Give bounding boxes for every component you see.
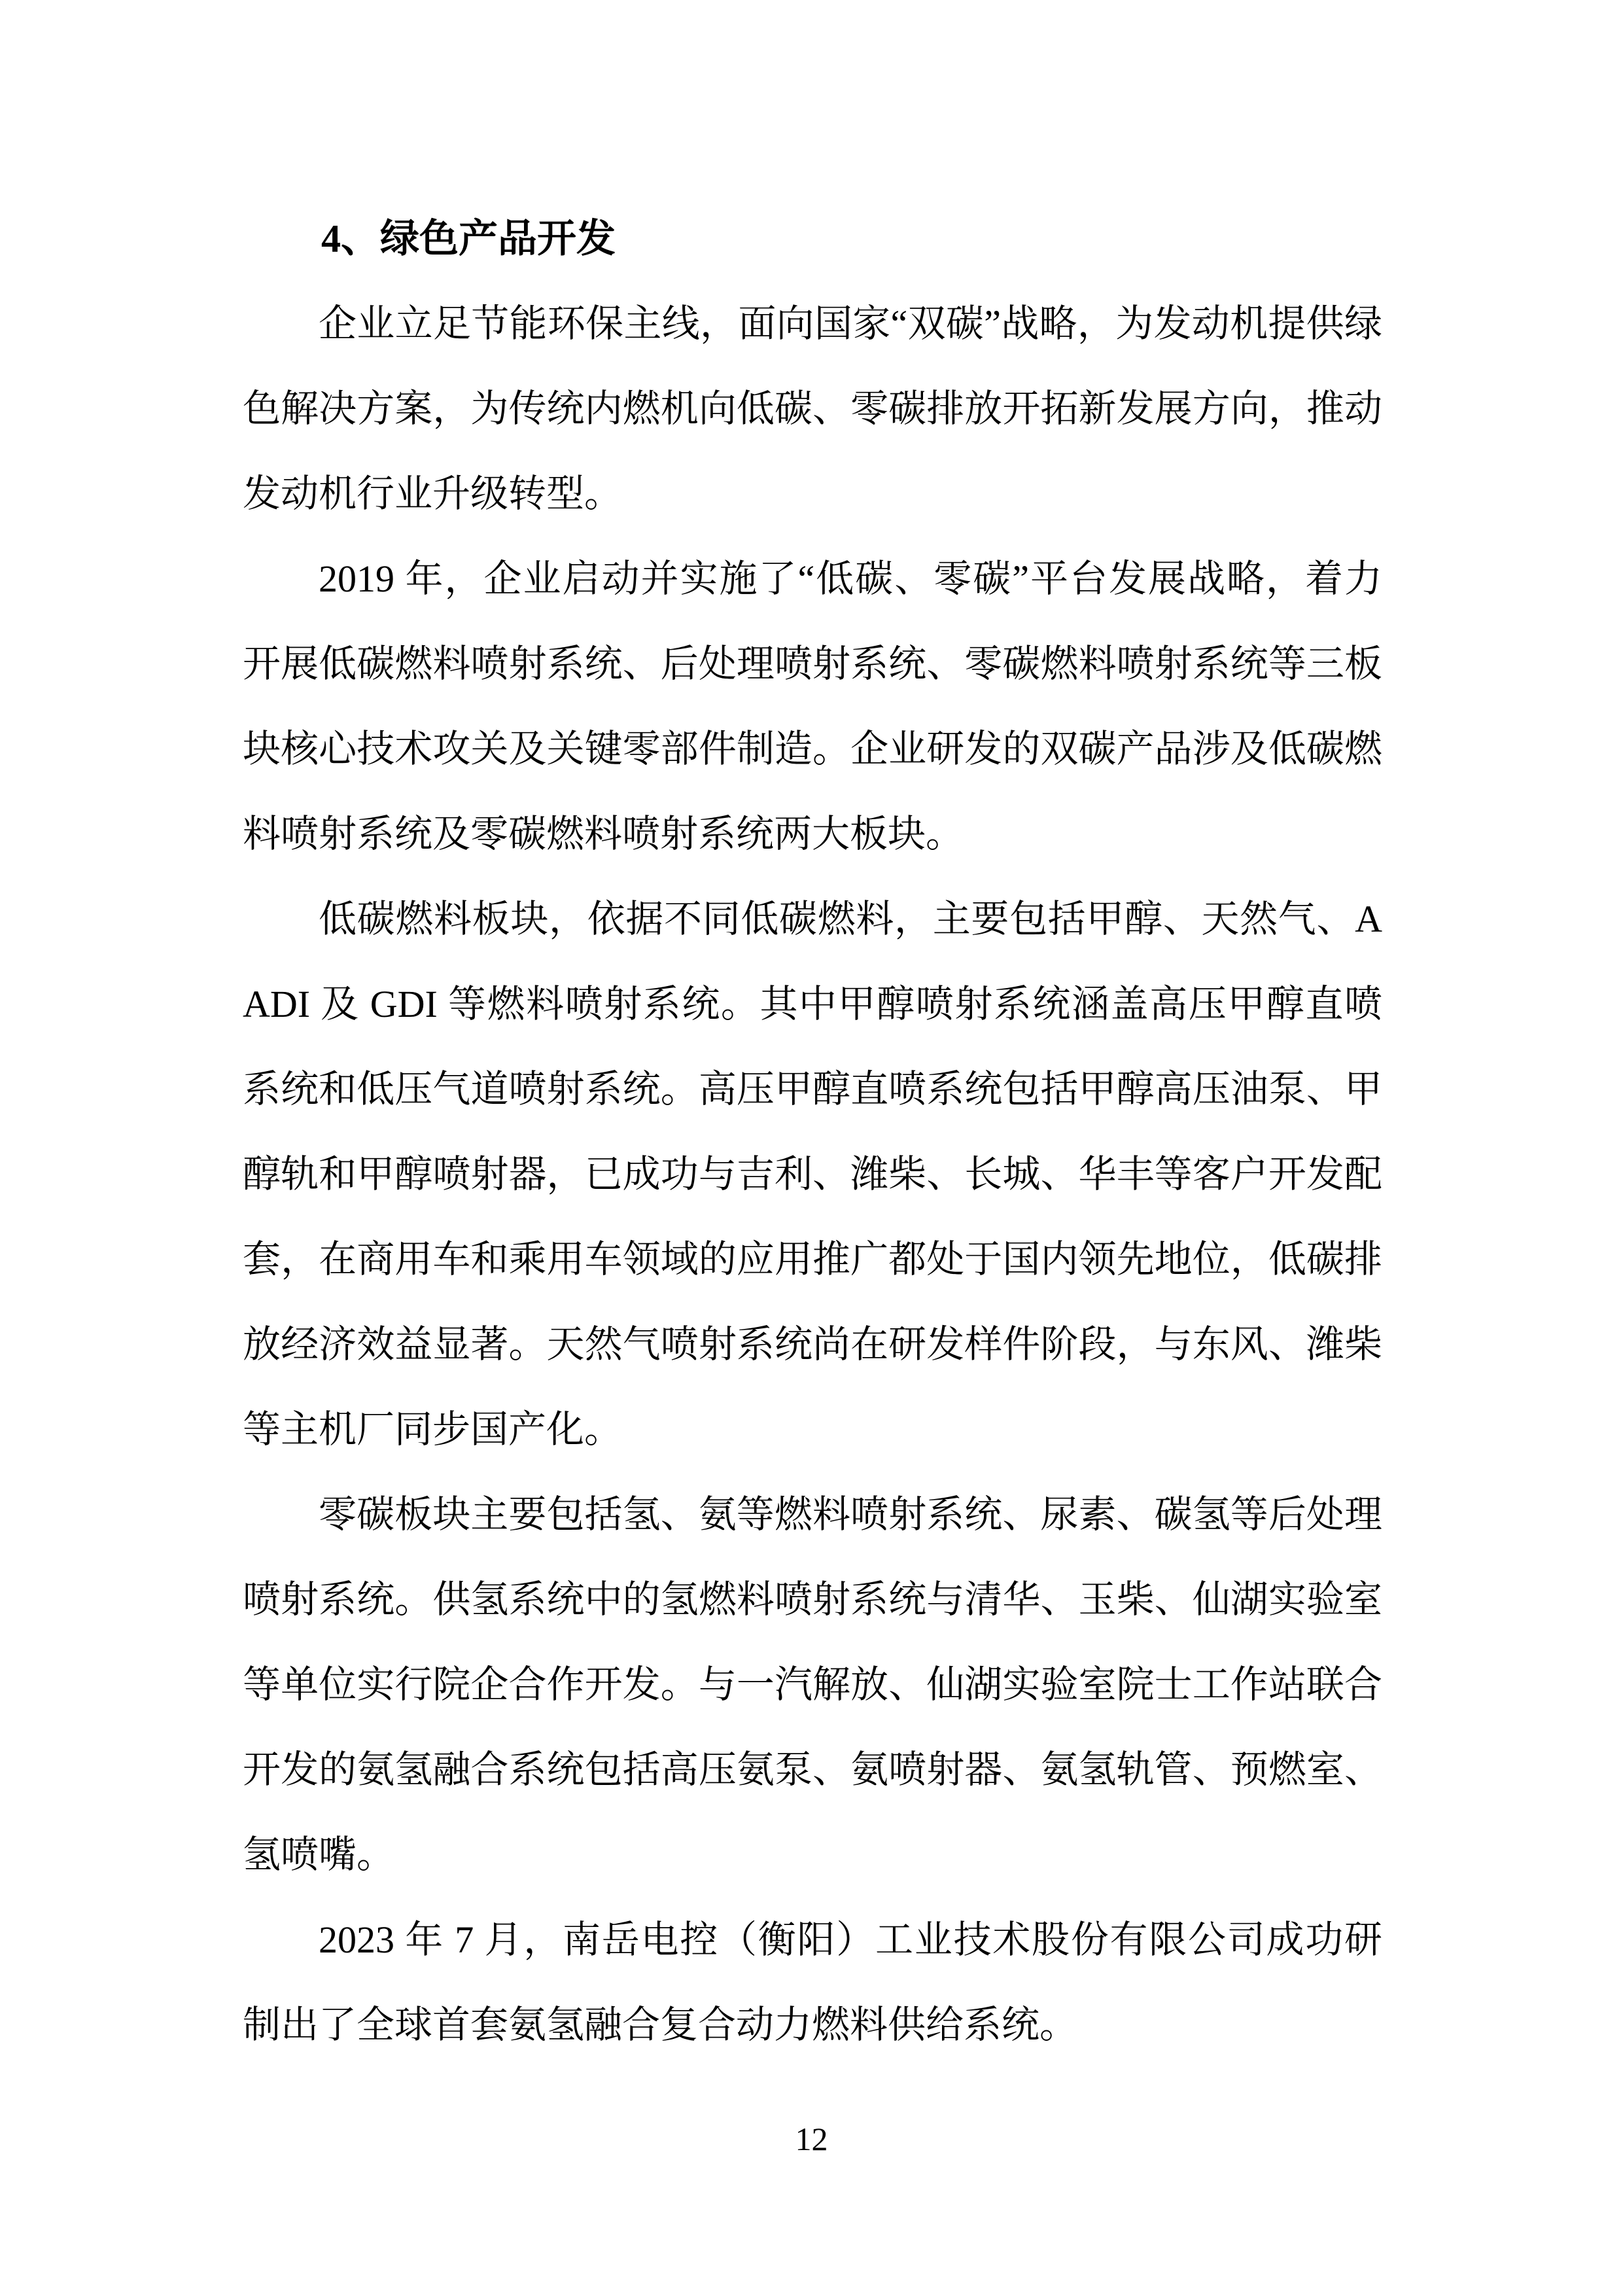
paragraph-5: 2023 年 7 月，南岳电控（衡阳）工业技术股份有限公司成功研制出了全球首套氨氢融合复合动力燃料供给系统。	[243, 1918, 1382, 2046]
paragraph-3: 低碳燃料板块，依据不同低碳燃料，主要包括甲醇、天然气、AADI 及 GDI 等燃料喷射系统。其中甲醇喷射系统涵盖高压甲醇直喷系统和低压气道喷射系统。高压甲醇直喷系统包括甲醇高压油泵、甲醇轨和甲醇喷射器，已成功与吉利、潍柴、长城、华丰等客户开发配套，在商用车和乘用车领域的应用推广都处于国内领先地位，低碳排放经济效益显著。天然气喷射系统尚在研发样件阶段，与东风、潍柴等主机厂同步国产化。	[243, 898, 1382, 1451]
section-heading: 4、绿色产品开发	[321, 217, 616, 260]
document-body	[243, 196, 1382, 2068]
paragraph-4: 零碳板块主要包括氢、氨等燃料喷射系统、尿素、碳氢等后处理喷射系统。供氢系统中的氢燃料喷射系统与清华、玉柴、仙湖实验室等单位实行院企合作开发。与一汽解放、仙湖实验室院士工作站联合开发的氨氢融合系统包括高压氨泵、氨喷射器、氨氢轨管、预燃室、氢喷嘴。	[243, 1493, 1382, 1876]
paragraph-1: 企业立足节能环保主线，面向国家“双碳”战略，为发动机提供绿色解决方案，为传统内燃机向低碳、零碳排放开拓新发展方向，推动发动机行业升级转型。	[243, 302, 1382, 515]
paragraph-2: 2019 年，企业启动并实施了“低碳、零碳”平台发展战略，着力开展低碳燃料喷射系统、后处理喷射系统、零碳燃料喷射系统等三板块核心技术攻关及关键零部件制造。企业研发的双碳产品涉及低碳燃料喷射系统及零碳燃料喷射系统两大板块。	[243, 557, 1382, 855]
page-number: 12	[795, 2121, 828, 2157]
